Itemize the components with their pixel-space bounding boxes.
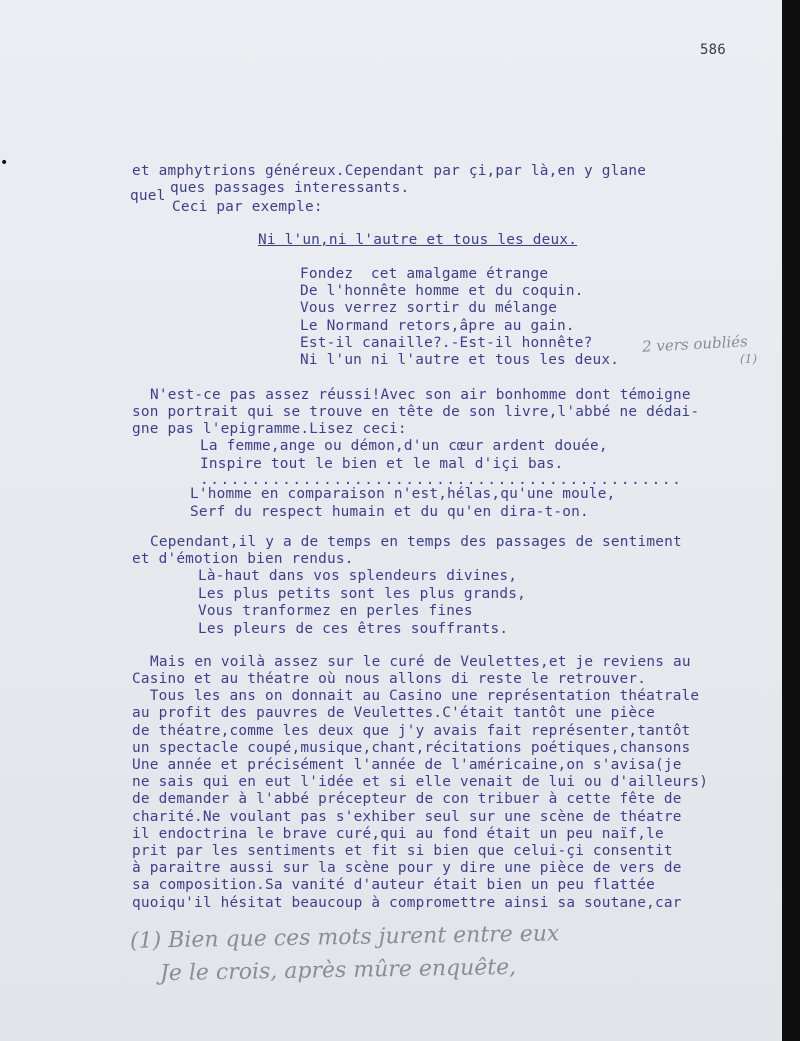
intro-line-3: Ceci par exemple: [172,199,323,215]
poem-2-continued: L'homme en comparaison n'est,hélas,qu'une moule, Serf du respect humain et du qu'en dira-t-on. [190,486,616,520]
poem-3: Là-haut dans vos splendeurs divines, Les plus petits sont les plus grands, Vous tranformez en perles fines Les pleurs de ces êtres souffrants. [198,568,526,637]
intro-line-1: et amphytrions généreux.Cependant par çi,par là,en y glane [132,163,647,179]
handwritten-margin-note: 2 vers oubliés [641,332,749,356]
intro-line-2-suffix: ques passages interessants. [170,180,410,196]
page-number: 586 [700,42,726,58]
poem-1: Fondez cet amalgame étrange De l'honnête homme et du coquin. Vous verrez sortir du mélange Le Normand retors,âpre au gain. Est-il canaille?.-Est-il honnête? Ni l'un ni l'autre et tous les deux. [300,266,620,369]
paragraph-3-rest: Casino et au théatre où nous allons di reste le retrouver. Tous les ans on donnait au Casino une représentation théatrale au profit des pauvres de Veulettes.C'était tantôt une pièce de théatre,comme les deux que j'y avais fait représenter,tantôt un spectacle coupé,musique,chant,récitations poétiques,chansons Une année et précisément l'année de l'américaine,on s'avisa(je ne sais qui en eut l'idée et si elle venait de lui ou d'ailleurs) de demander à l'abbé précepteur de con tribuer à cette fête de charité.Ne voulant pas s'exhiber seul sur une scène de théatre il endoctrina le brave curé,qui au fond était un peu naïf,le prit par les sentiments et fit si bien que celui-çi consentit à paraitre aussi sur la scène pour y dire une pièce de vers de sa composition.Sa vanité d'auteur était bien un peu flattée quoiqu'il hésitat beaucoup à compromettre ainsi sa soutane,car [132,671,709,911]
poem-title: Ni l'un,ni l'autre et tous les deux. [258,232,578,248]
scan-edge [782,0,800,1041]
handwritten-footnote-line-2: Je le crois, après mûre enquête, [159,954,517,987]
paragraph-1-first-line: N'est-ce pas assez réussi!Avec son air bonhomme dont témoigne [150,387,691,403]
paragraph-2-rest: et d'émotion bien rendus. [132,551,354,567]
paragraph-2-first-line: Cependant,il y a de temps en temps des passages de sentiment [150,534,682,550]
margin-mark: • [0,155,9,171]
ellipsis-line: ............................................... [200,472,683,488]
intro-line-2-prefix: quel [130,188,166,204]
handwritten-margin-ref: (1) [740,352,757,366]
paragraph-3-first-line: Mais en voilà assez sur le curé de Veulettes,et je reviens au [150,654,691,670]
handwritten-footnote-line-1: (1) Bien que ces mots jurent entre eux [129,921,560,954]
paragraph-1-rest: son portrait qui se trouve en tête de son livre,l'abbé ne dédai- gne pas l'epigramme.Lisez ceci: [132,404,700,437]
poem-2: La femme,ange ou démon,d'un cœur ardent douée, Inspire tout le bien et le mal d'içi bas. [200,438,608,472]
